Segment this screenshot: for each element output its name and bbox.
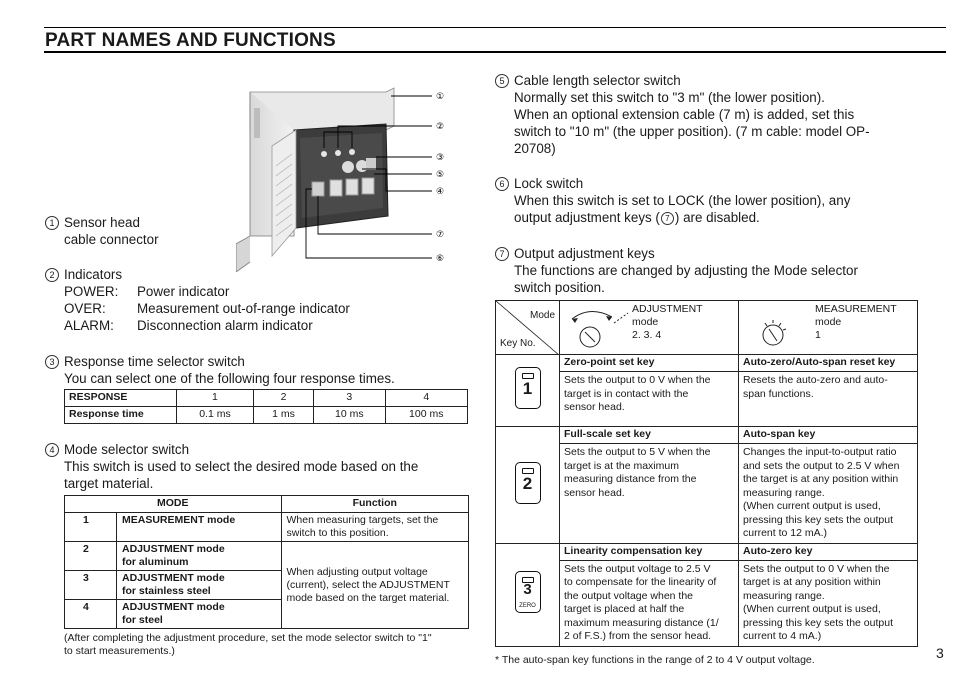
- section-cable-length: 5 Cable length selector switch Normally set this switch to "3 m" (the lower position). When an optional extension cable (7 m) is added, set this switch to "10 m" (the upper position). (7 m cable: model OP- 20708): [495, 72, 870, 157]
- section-lock-switch: 6 Lock switch When this switch is set to LOCK (the lower position), any output adjustment keys ( 7 ) are disabled.: [495, 175, 850, 226]
- page-number: 3: [936, 645, 944, 661]
- response-time-table: RESPONSE 1 2 3 4 Response time 0.1 ms 1 ms 10 ms 100 ms: [64, 389, 468, 424]
- number-badge: 3: [45, 355, 59, 369]
- output-keys-table: Mode Key No. ADJUSTMENT mode 2. 3. 4 MEASUREMENT mode 1 1 Zero-point set key Auto-zero/Auto-span reset key Sets the output to 0 V when the target is in contact with the sensor head. Resets the auto-zero and auto- span functions. 2 Full-scale set key Auto-span key Sets the output to 5 V when the target is at the maximum measuring distance from the sensor head. Changes the input-to-output ratio and sets the output to 2.5 V when the target is at any position within measuring range. (When current output is used, pressing this key sets the output current to 12 mA.) 3 ZERO Linearity compensation key Auto-zero key Sets the output voltage to 2.5 V to compensate for the linearity of the output voltage when the target is placed at half the maximum measuring distance (1/ 2 of F.S.) from the sensor head. Sets the output to 0 V when the target is at any position within measuring range. (When current output is used, pressing this key sets the output current to 4 mA.): [495, 300, 918, 647]
- page-title: PART NAMES AND FUNCTIONS: [45, 30, 336, 51]
- title-underline: [44, 51, 946, 53]
- callout-5: ⑤: [436, 170, 445, 180]
- footnote: * The auto-span key functions in the range of 2 to 4 V output voltage.: [495, 654, 815, 666]
- number-badge: 1: [45, 216, 59, 230]
- key-3-icon: 3 ZERO: [515, 571, 541, 613]
- key-2-icon: 2: [515, 462, 541, 504]
- mode-dial-adjustment-icon: [568, 305, 632, 351]
- key-3-cell: [496, 543, 560, 646]
- mode-note: (After completing the adjustment procedure, set the mode selector switch to "1" to start measurements.): [64, 632, 432, 657]
- measurement-mode-header: MEASUREMENT mode 1: [739, 301, 918, 355]
- callout-1: ①: [436, 92, 445, 102]
- device-illustration: [236, 86, 448, 272]
- key-1-cell: [496, 355, 560, 427]
- section-response-time: 3 Response time selector switch You can select one of the following four response times.: [45, 353, 395, 387]
- key-1-icon: 1: [515, 367, 541, 409]
- number-badge: 5: [495, 74, 509, 88]
- callout-7: ⑦: [436, 230, 445, 240]
- number-badge: 6: [495, 177, 509, 191]
- callout-2: ②: [436, 122, 445, 132]
- number-badge: 7: [495, 247, 509, 261]
- section-indicators: 2 Indicators POWER: Power indicator OVER: Measurement out-of-range indicator ALARM: Disconnection alarm indicator: [45, 266, 350, 334]
- callout-6: ⑥: [436, 254, 445, 264]
- number-badge: 4: [45, 443, 59, 457]
- adjustment-mode-header: ADJUSTMENT mode 2. 3. 4: [560, 301, 739, 355]
- callout-4: ④: [436, 187, 445, 197]
- mode-table: MODE Function 1 MEASUREMENT mode When measuring targets, set the switch to this position. 2 ADJUSTMENT mode for aluminum When adjusting output voltage (current), select the ADJUSTMENT mode based on the target material. 3 ADJUSTMENT mode for stainless steel 4 ADJUSTMENT mode for steel: [64, 495, 469, 629]
- section-mode-selector: 4 Mode selector switch This switch is used to select the desired mode based on the target material.: [45, 441, 418, 492]
- callout-3: ③: [436, 153, 445, 163]
- section-output-keys: 7 Output adjustment keys The functions are changed by adjusting the Mode selector switch position.: [495, 245, 858, 296]
- mode-dial-measurement-icon: [749, 307, 795, 353]
- number-badge: 2: [45, 268, 59, 282]
- number-badge: 7: [661, 212, 674, 225]
- top-rule: [44, 27, 946, 28]
- key-2-cell: [496, 427, 560, 544]
- corner-cell: Mode Key No.: [496, 301, 560, 355]
- section-sensor-head: 1 Sensor head cable connector: [45, 214, 159, 248]
